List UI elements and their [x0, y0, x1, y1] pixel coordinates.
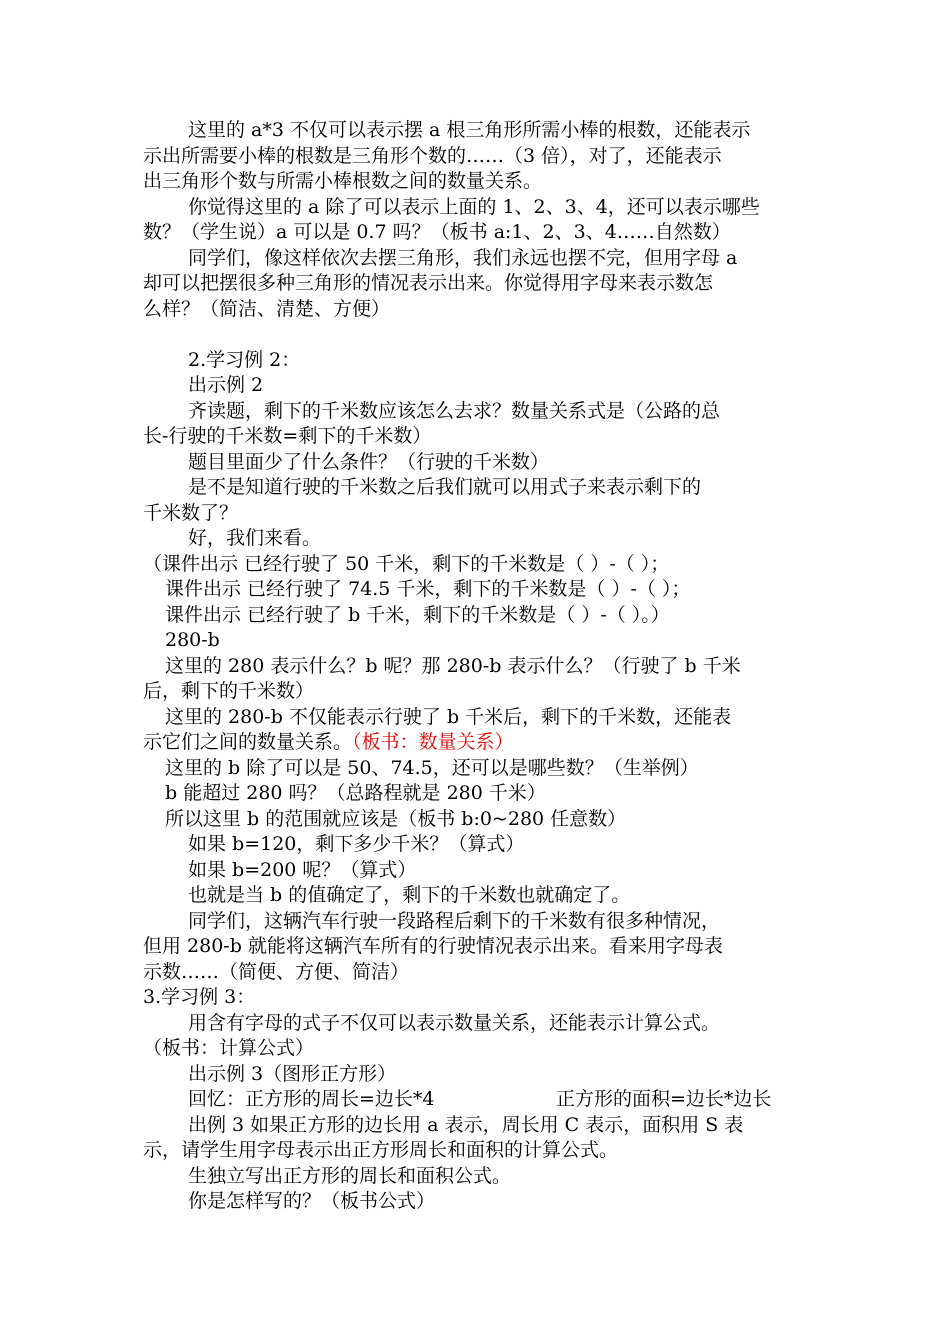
paragraph-line: 好，我们来看。 [188, 527, 322, 549]
paragraph-line: 是不是知道行驶的千米数之后我们就可以用式子来表示剩下的 [188, 476, 702, 498]
paragraph-line: 课件出示 已经行驶了 74.5 千米，剩下的千米数是（ ）-（ ）； [165, 578, 691, 600]
paragraph-line: 但用 280-b 就能将这辆汽车所有的行驶情况表示出来。看来用字母表 [143, 935, 723, 957]
paragraph-line: 出三角形个数与所需小棒根数之间的数量关系。 [143, 170, 543, 192]
paragraph-line: 示出所需要小棒的根数是三角形个数的……（3 倍），对了，还能表示 [143, 145, 722, 167]
paragraph-text: 示它们之间的数量关系。 [143, 731, 353, 753]
paragraph-line: 这里的 b 除了可以是 50、74.5，还可以是哪些数？（生举例） [165, 757, 699, 779]
paragraph-line: 生独立写出正方形的周长和面积公式。 [188, 1165, 512, 1187]
paragraph-line: 长-行驶的千米数=剩下的千米数） [143, 425, 432, 447]
paragraph-line: 如果 b=120，剩下多少千米？（算式） [188, 833, 525, 855]
paragraph-line: 所以这里 b 的范围就应该是（板书 b:0~280 任意数） [165, 808, 627, 830]
paragraph-line: 后，剩下的千米数） [143, 680, 315, 702]
paragraph-line: （板书：计算公式） [143, 1037, 315, 1059]
paragraph-line: 你是怎样写的？（板书公式） [188, 1190, 436, 1212]
paragraph-line: （课件出示 已经行驶了 50 千米，剩下的千米数是（ ）-（ ）； [143, 553, 670, 575]
paragraph-line: 出示例 3（图形正方形） [188, 1063, 397, 1085]
paragraph-line: 数？（学生说）a 可以是 0.7 吗？（板书 a:1、2、3、4……自然数） [143, 221, 731, 243]
section-heading: 2.学习例 2： [188, 349, 301, 371]
paragraph-line: 出例 3 如果正方形的边长用 a 表示，周长用 C 表示，面积用 S 表 [188, 1114, 744, 1136]
paragraph-line: 这里的 a*3 不仅可以表示摆 a 根三角形所需小棒的根数，还能表示 [188, 119, 751, 141]
paragraph-line [188, 1087, 772, 1111]
paragraph-line: 课件出示 已经行驶了 b 千米，剩下的千米数是（ ）-（ ）。） [165, 604, 670, 626]
paragraph-line: 齐读题，剩下的千米数应该怎么去求？数量关系式是（公路的总 [188, 400, 721, 422]
perimeter-formula: 回忆：正方形的周长=边长*4 [188, 1088, 435, 1110]
paragraph-line: 如果 b=200 呢？（算式） [188, 859, 417, 881]
paragraph-line: 示，请学生用字母表示出正方形周长和面积的计算公式。 [143, 1139, 619, 1161]
paragraph-line: 这里的 280 表示什么？b 呢？那 280-b 表示什么？（行驶了 b 千米 [165, 655, 741, 677]
paragraph-line: 同学们，这辆汽车行驶一段路程后剩下的千米数有很多种情况， [188, 910, 721, 932]
section-heading: 3.学习例 3： [143, 986, 256, 1008]
paragraph-line: 用含有字母的式子不仅可以表示数量关系，还能表示计算公式。 [188, 1012, 721, 1034]
paragraph-line: 这里的 280-b 不仅能表示行驶了 b 千米后，剩下的千米数，还能表 [165, 706, 732, 728]
paragraph-line: 千米数了？ [143, 502, 239, 524]
paragraph-line: 却可以把摆很多种三角形的情况表示出来。你觉得用字母来表示数怎 [143, 272, 714, 294]
paragraph-line [143, 730, 514, 754]
paragraph-line: 么样？（简洁、清楚、方便） [143, 298, 391, 320]
paragraph-line: 你觉得这里的 a 除了可以表示上面的 1、2、3、4，还可以表示哪些 [188, 196, 760, 218]
paragraph-line: 题目里面少了什么条件？（行驶的千米数） [188, 451, 550, 473]
red-annotation: （板书：数量关系） [352, 731, 514, 753]
paragraph-line: 示数……（简便、方便、简洁） [143, 961, 410, 983]
paragraph-line: 同学们，像这样依次去摆三角形，我们永远也摆不完，但用字母 a [188, 247, 738, 269]
paragraph-line: 也就是当 b 的值确定了，剩下的千米数也就确定了。 [188, 884, 631, 906]
area-formula: 正方形的面积=边长*边长 [556, 1088, 772, 1110]
paragraph-line: 出示例 2 [188, 374, 264, 396]
formula-line: 280-b [165, 629, 220, 651]
paragraph-line: b 能超过 280 吗？（总路程就是 280 千米） [165, 782, 546, 804]
